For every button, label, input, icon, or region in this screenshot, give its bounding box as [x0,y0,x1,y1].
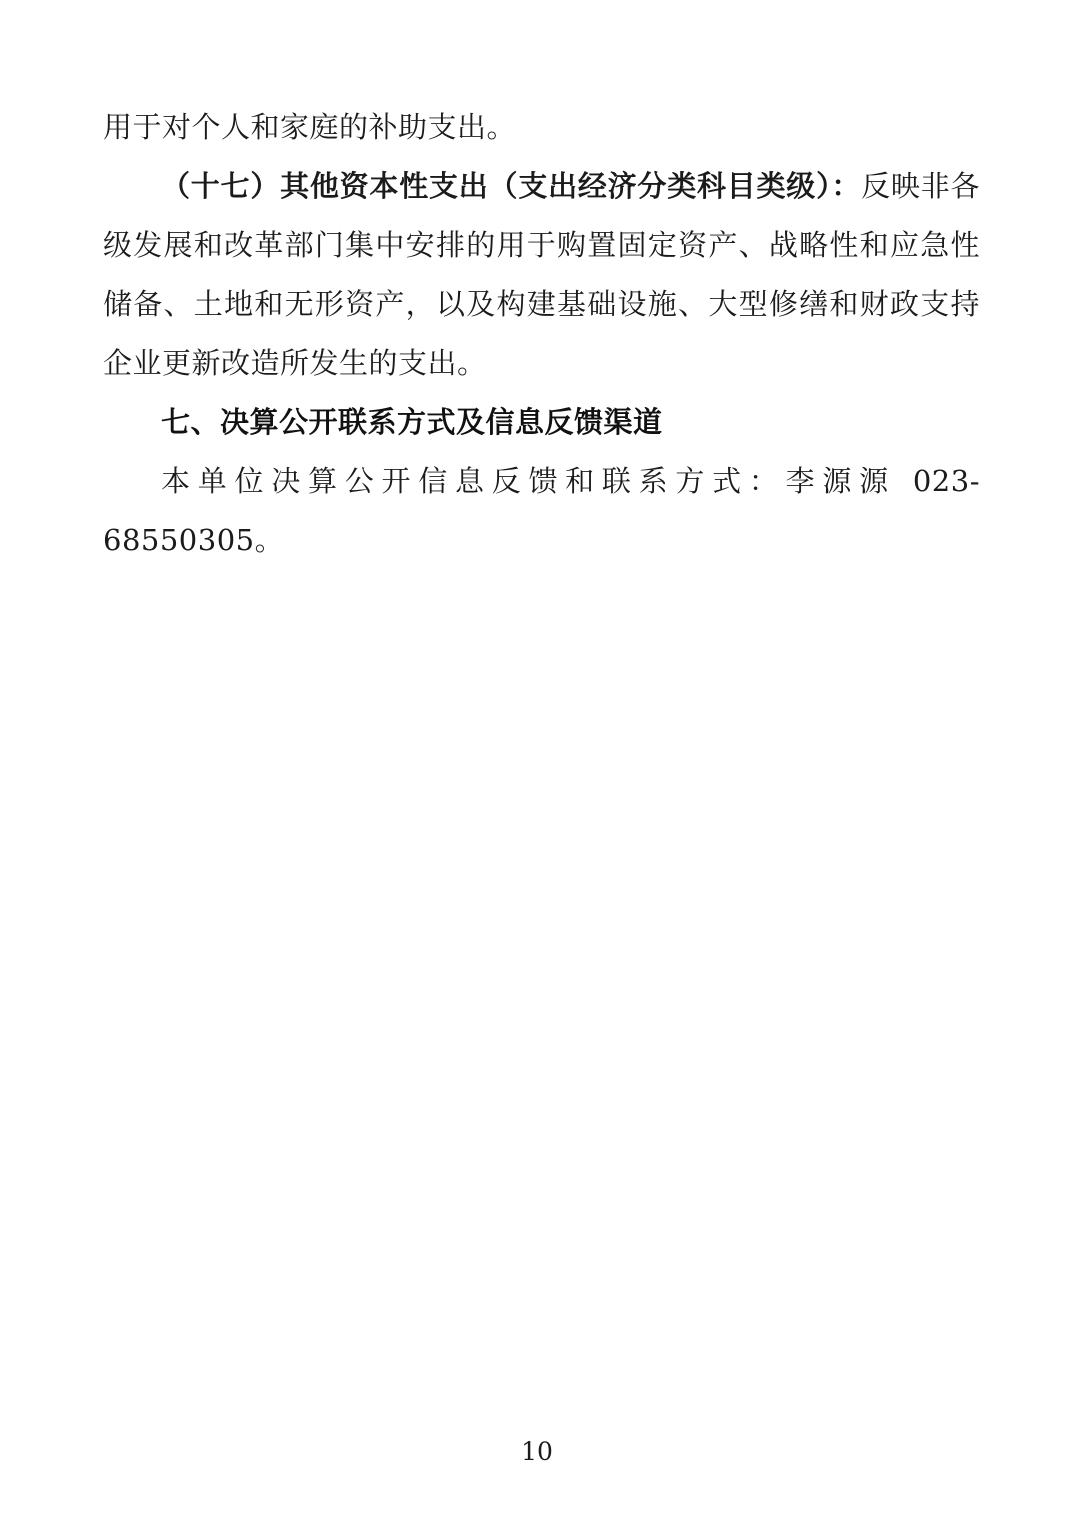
paragraph-contact-info: 本单位决算公开信息反馈和联系方式：李源源 023-68550305。 [103,464,980,557]
item-17-bold-lead: （十七）其他资本性支出（支出经济分类科目类级）： [161,169,862,203]
section-7-heading: 七、决算公开联系方式及信息反馈渠道 [161,405,663,439]
paragraph-continuation: 用于对个人和家庭的补助支出。 [103,110,517,144]
paragraph-item-17 [103,157,980,393]
document-content [103,98,980,570]
item-17-body-text: 反映非各级发展和改革部门集中安排的用于购置固定资产、战略性和应急性储备、土地和无形资产，以及构建基础设施、大型修缮和财政支持企业更新改造所发生的支出。 [103,169,980,380]
page-number: 10 [521,1437,553,1466]
